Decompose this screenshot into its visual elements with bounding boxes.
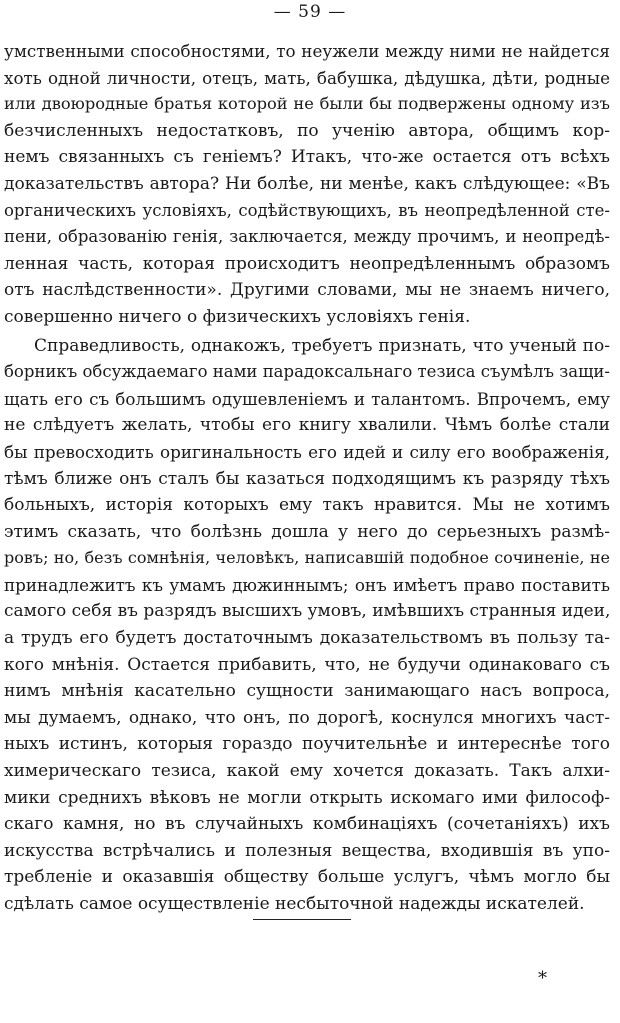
- text-line: борникъ обсуждаемаго нами парадоксальнаго тезиса съумѣлъ защи-: [4, 362, 610, 382]
- text-line: доказательствъ автора? Ни болѣе, ни менѣе, какъ слѣдующее: «Въ: [4, 173, 610, 194]
- text-line: ныхъ истинъ, которыя гораздо поучительнѣе и интереснѣе того: [4, 734, 610, 755]
- paragraph-2: [4, 333, 610, 918]
- text-line: бы превосходить оригинальность его идей и силу его воображенія,: [4, 441, 610, 462]
- text-line: скаго камня, но въ случайныхъ комбинаціяхъ (сочетаніяхъ) ихъ: [4, 814, 610, 835]
- text-line: отъ наслѣдственности». Другими словами, мы не знаемъ ничего,: [4, 280, 610, 301]
- body-text: [4, 38, 610, 918]
- text-line: ровъ; но, безъ сомнѣнія, человѣкъ, написавшій подобное сочиненіе, не: [4, 548, 610, 568]
- text-line: требленіе и оказавшія обществу больше услугъ, чѣмъ могло бы: [4, 867, 610, 888]
- text-line: этимъ сказать, что болѣзнь дошла у него до серьезныхъ размѣ-: [4, 521, 610, 542]
- text-line: совершенно ничего о физическихъ условіяхъ генія.: [4, 306, 471, 327]
- text-line: мики среднихъ вѣковъ не могли открыть искомаго ими философ-: [4, 787, 610, 808]
- text-line: тѣмъ ближе онъ сталъ бы казаться подходящимъ къ разряду тѣхъ: [4, 468, 610, 489]
- text-line: ленная часть, которая происходитъ неопредѣленнымъ образомъ: [4, 253, 610, 274]
- text-line: самого себя въ разрядъ высшихъ умовъ, имѣвшихъ странныя идеи,: [4, 601, 610, 622]
- text-line: щать его съ большимъ одушевленіемъ и талантомъ. Впрочемъ, ему: [4, 388, 610, 409]
- text-line: хоть одной личности, отецъ, мать, бабушка, дѣдушка, дѣти, родные: [4, 67, 610, 88]
- text-line: Справедливость, однакожъ, требуетъ признать, что ученый по-: [34, 335, 610, 356]
- text-line: а трудъ его будетъ достаточнымъ доказательствомъ въ пользу та-: [4, 628, 610, 649]
- paragraph-1: [4, 38, 610, 331]
- text-line: принадлежитъ къ умамъ дюжиннымъ; онъ имѣетъ право поставить: [4, 574, 610, 595]
- text-line: немъ связанныхъ съ геніемъ? Итакъ, что-же остается отъ всѣхъ: [4, 147, 610, 168]
- text-line: не слѣдуетъ желать, чтобы его книгу хвалили. Чѣмъ болѣе стали: [4, 415, 610, 436]
- text-line: больныхъ, исторія которыхъ ему такъ нравится. Мы не хотимъ: [4, 495, 610, 516]
- text-line: мы думаемъ, однако, что онъ, по дорогѣ, коснулся многихъ част-: [4, 707, 610, 728]
- text-line: органическихъ условіяхъ, содѣйствующихъ, въ неопредѣленной сте-: [4, 200, 610, 220]
- section-divider: [253, 919, 351, 920]
- page-number: — 59 —: [273, 2, 347, 22]
- text-line: или двоюродные братья которой не были бы подвержены одному изъ: [4, 94, 610, 114]
- text-line: пени, образованію генія, заключается, между прочимъ, и неопредѣ-: [4, 227, 610, 247]
- text-line: кого мнѣнія. Остается прибавить, что, не будучи одинаковаго съ: [4, 654, 610, 675]
- text-line: химерическаго тезиса, какой ему хочется доказать. Такъ алхи-: [4, 761, 610, 782]
- text-line: искусства встрѣчались и полезныя вещества, входившія въ упо-: [4, 840, 610, 861]
- text-line: сдѣлать самое осуществленіе несбыточной надежды искателей.: [4, 894, 585, 914]
- asterisk-mark: *: [538, 968, 547, 989]
- text-line: безчисленныхъ недостатковъ, по ученію автора, общимъ кор-: [4, 120, 610, 141]
- text-line: умственными способностями, то неужели между ними не найдется: [4, 41, 610, 61]
- text-line: нимъ мнѣнія касательно сущности занимающаго насъ вопроса,: [4, 681, 610, 702]
